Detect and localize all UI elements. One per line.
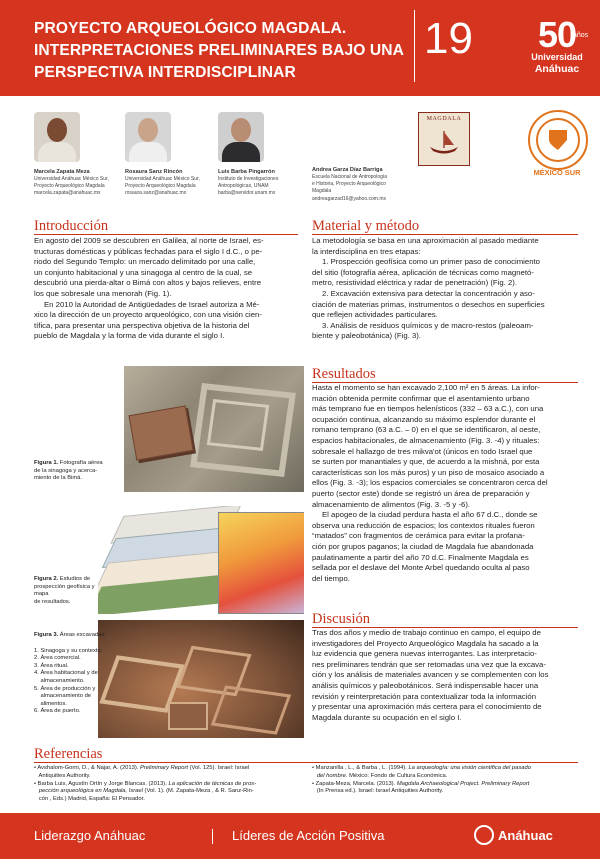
area-list-item: 1. Sinagoga y su contexto. — [34, 647, 103, 654]
area-list-item: almacenamiento. — [34, 677, 85, 684]
section-rule — [34, 762, 578, 763]
ref-text: • Avshalom-Gorni, D., & Najar, A. (2013). — [34, 765, 140, 771]
text-line: riodo del Segundo Templo: un mercado delimitado por una calle, — [34, 257, 256, 267]
reference-item — [34, 781, 304, 789]
author-name: Rosaura Sanz Rincón — [125, 169, 183, 175]
text-line: sellada por el deslave del Monte Arbel quedando oculta al paso — [312, 563, 530, 573]
author-affiliation: Universidad Anáhuac México Sur, — [34, 176, 109, 182]
text-line: tífica, para presentar una perspectiva objetiva de la historia del — [34, 320, 250, 330]
figure-3-image — [98, 620, 304, 738]
text-line: observa una reducción de espacios; los contextos rituales fueron — [312, 520, 535, 530]
anahuac-50-logo — [520, 14, 594, 75]
footer-slogan-right: Líderes de Acción Positiva — [232, 828, 385, 843]
ref-text: (Vol. 1). (M. Zapata-Meza , & R. Sanz-Rin- — [142, 788, 254, 795]
area-list-item: almacenamiento de — [34, 693, 92, 700]
anahuac-logo-icon — [474, 825, 494, 845]
logo-universidad: Universidad — [531, 52, 583, 62]
title-line: PERSPECTIVA INTERDISCIPLINAR — [34, 64, 296, 81]
author-email[interactable]: barba@servidor.unam.mx — [218, 190, 276, 197]
figure-2-caption — [34, 576, 106, 606]
author-affiliation: Escuela Nacional de Antropología — [312, 174, 388, 180]
results-text — [312, 383, 580, 584]
author-name: Andrea Garza Díaz Barriga — [312, 167, 383, 173]
text-line: del tiempo. — [312, 573, 350, 583]
author-affiliation: Antropológicas, UNAM — [218, 183, 269, 190]
ref-text: . México: Fondo de Cultura Económica. — [345, 772, 448, 779]
text-line: Hasta el momento se han excavado 2,100 m² en 5 áreas. La infor- — [312, 383, 540, 392]
area-list-item: 3. Área ritual. — [34, 662, 69, 669]
material-text — [312, 236, 580, 342]
text-line: análisis químicos y paleobotánicos. Será indispensable hacer una — [312, 680, 539, 690]
text-line: y presentar una aproximación más certera para el conocimiento de — [312, 702, 542, 712]
text-line: un conjunto habitacional y una sinagoga al centro de la cual, se — [34, 267, 253, 277]
ref-title: del hombre — [312, 772, 346, 779]
text-line: 3. Análisis de residuos químicos y de macro-restos (paleoam- — [322, 320, 534, 330]
text-line: descubrió una pierda-altar o Bimá con altos y bajos relieves, entre — [34, 278, 262, 288]
text-line: espacios habitacionales, de almacenamiento (Fig. 3. -4) y rituales: — [312, 435, 540, 445]
figure-1-image — [124, 366, 304, 492]
author-card — [125, 112, 225, 198]
section-title-discusion: Discusión — [312, 611, 370, 627]
area-list-item: 4. Área habitacional y de — [34, 670, 98, 677]
section-rule — [34, 234, 298, 235]
text-line: paulatinamente a partir del año 70 d.C. Finalmente Magdala es — [312, 552, 529, 562]
text-line: la interdisciplina en tres etapas: — [312, 246, 421, 256]
footer-divider — [212, 829, 213, 844]
text-line: romano temprano (63 a.C. – 0) en el que se identificaron, al oeste, — [312, 425, 541, 435]
author-photo — [218, 112, 264, 162]
references-right — [312, 765, 582, 796]
figure-label: Figura 3. — [34, 632, 59, 638]
ref-title: La aplicación de técnicas de pros- — [168, 780, 257, 787]
text-line: mación obtenida permite confirmar que el asentamiento urbano — [312, 393, 530, 403]
author-photo — [34, 112, 80, 162]
text-line: pueblo de Magdala y la forma de vida durante el siglo I. — [34, 331, 225, 341]
text-line: 2. Excavación extensiva para detectar la concentración y aso- — [322, 288, 535, 298]
section-title-material: Material y método — [312, 218, 420, 234]
ref-title: Magdala Archaeological Project. Preliminary Report — [396, 780, 530, 787]
text-line: El apogeo de la ciudad perdura hasta el año 67 d.C., donde se — [322, 510, 538, 520]
caption-text: Fotografía aérea — [59, 460, 103, 466]
text-line: xico la dirección de un proyecto arqueológico, con una visión cien- — [34, 310, 262, 320]
text-line: se surten por manantiales y que, de acuerdo a la mishná, por esta — [312, 457, 540, 467]
title-line: INTERPRETACIONES PRELIMINARES BAJO UNA — [34, 42, 404, 59]
author-email[interactable]: andreagarzad16@yahoo.com.mx — [312, 195, 387, 202]
caption-text: prospección geofísica y mapa — [34, 583, 95, 598]
ref-text: • Manzanilla , L., & Barba , L. (1994). — [312, 765, 409, 771]
text-line: nes preliminares tendrán que ser retomadas una vez que la excava- — [312, 659, 546, 669]
text-line: ciación de materias primas, instrumentos o desechos en superficies — [312, 299, 545, 309]
text-line: los que sobresale una menorah (Fig. 1). — [34, 288, 172, 298]
reference-item — [312, 765, 582, 773]
text-line: ción y los análisis de materiales avancen y se complementen con los — [312, 670, 549, 680]
figure-label: Figura 1. — [34, 460, 59, 466]
author-name: Marcela Zapata Meza — [34, 169, 90, 175]
ref-text: cón , Eds.) Madrid, España: El Pensador. — [34, 796, 145, 803]
ref-title: La arqueología: una visión científica del pasado — [408, 765, 531, 771]
title-line: PROYECTO ARQUEOLÓGICO MAGDALA. — [34, 20, 347, 37]
footer-brand: Anáhuac — [498, 828, 553, 843]
text-line: metro, resistividad eléctrica y radar de penetración) (Fig. 2). — [312, 278, 518, 288]
author-email[interactable]: marcela.zapata@anahuac.mx — [34, 190, 101, 197]
author-card — [34, 112, 134, 198]
text-line: revisión y reinterpretación para contextualizar toda la información — [312, 691, 537, 701]
text-line: investigadores del Proyecto Arqueológico Magdala ha sacado a la — [312, 638, 539, 648]
figure-label: Figura 2. — [34, 576, 59, 582]
text-line: biente y paleobotánica) (Fig. 3). — [312, 331, 421, 341]
author-affiliation: Instituto de Investigaciones — [218, 176, 279, 182]
author-name: Luis Barba Pingarrón — [218, 169, 275, 175]
reference-item — [312, 781, 582, 789]
author-affiliation: Magdala — [312, 188, 332, 195]
text-line: almacenamiento de alimentos (Fig. 3. -5 y -6). — [312, 499, 471, 509]
text-line: La metodología se basa en una aproximación al pasado mediante — [312, 236, 539, 245]
figure-1-caption — [34, 460, 122, 483]
poster-number: 19 — [424, 14, 473, 63]
text-line: “matados” con fragmentos de cerámica para evitar la profana- — [312, 531, 525, 541]
logo-anos: años — [573, 32, 589, 39]
section-title-resultados: Resultados — [312, 366, 376, 382]
area-list-item: 2. Área comercial. — [34, 655, 81, 662]
discussion-text — [312, 628, 580, 723]
caption-text: miento de la Bimá. — [34, 475, 83, 482]
area-list-item: 5. Área de producción y — [34, 685, 96, 692]
magdala-logo-text: MAGDALA — [426, 116, 462, 122]
header-divider — [414, 10, 415, 82]
author-card — [218, 112, 318, 198]
author-affiliation: Proyecto Arqueológico Magdala — [34, 183, 105, 190]
text-line: ción por grupos paganos; la ciudad de Magdala fue abandonada — [312, 541, 534, 551]
shield-icon — [547, 128, 569, 150]
text-line: más temprano fue en tiempos helenísticos (332 – 63 a.C.), con una — [312, 404, 544, 414]
logo-50: 50 — [537, 14, 577, 55]
caption-text: Áreas excavadas: — [59, 632, 106, 638]
figure-3-caption — [34, 632, 110, 716]
caption-text: Estudios de — [59, 576, 91, 582]
author-affiliation: e Historia, Proyecto Arqueológico — [312, 181, 386, 188]
area-list-item: alimentos. — [34, 700, 67, 707]
author-affiliation: Universidad Anáhuac México Sur, — [125, 176, 200, 182]
footer-slogan-left: Liderazgo Anáhuac — [34, 828, 146, 843]
author-email[interactable]: rosaura.sanz@anahuac.mx — [125, 190, 187, 197]
anahuac-sur-seal — [528, 110, 588, 170]
author-card — [312, 166, 412, 203]
author-affiliation: Proyecto Arqueológico Magdala — [125, 183, 196, 190]
text-line: Tras dos años y medio de trabajo continuo en campo, el equipo de — [312, 628, 541, 637]
text-line: ellos (Fig. 3. -3); los espacios comerciales se concentraron cerca del — [312, 478, 548, 488]
references-left — [34, 765, 304, 804]
ref-title: pección arqueológica en Magdala, Israel — [34, 788, 143, 795]
text-line: características son los más puros) y un piso de mosaico asociado a — [312, 467, 545, 477]
ref-text: • Barba Luis, Agustín Ortín y Jorge Blancas. (2013). — [34, 780, 169, 787]
reference-item — [34, 765, 304, 773]
poster-title — [34, 18, 406, 84]
ref-text: • Zapata-Meza, Marcela. (2013). — [312, 780, 397, 787]
caption-text: de resultados. — [34, 598, 71, 605]
poster-footer — [0, 813, 600, 859]
section-title-referencias: Referencias — [34, 746, 103, 762]
caption-text: de la sinagoga y acerca- — [34, 467, 98, 474]
text-line: ocupación continua, alcanzando su máximo esplendor durante el — [312, 414, 536, 424]
area-list-item: 6. Área de puerto. — [34, 708, 81, 715]
text-line: tructuras domésticas y públicas fechadas para el siglo I d.C., o pe- — [34, 246, 263, 256]
section-rule — [312, 234, 578, 235]
boat-icon — [427, 127, 461, 157]
ref-text: (Vol. 125). Israel: Israel — [188, 765, 250, 771]
text-line: En agosto del 2009 se descubren en Galilea, al norte de Israel, es- — [34, 236, 264, 245]
intro-text — [34, 236, 300, 342]
ref-text: (In Prensa ed.). Israel: Israel Antiquities Authority. — [312, 788, 444, 795]
text-line: puerto (sector este) donde se registró un área de preparación y — [312, 488, 530, 498]
text-line: que reflejen actividades particulares. — [312, 310, 438, 320]
text-line: sobresale el hallazgo de tres mikva'ot (únicos en todo Israel que — [312, 446, 533, 456]
logo-anahuac: Anáhuac — [534, 63, 580, 75]
campus-label: MÉXICO SUR — [533, 168, 581, 177]
magdala-project-logo — [418, 112, 470, 166]
author-photo — [125, 112, 171, 162]
ref-text: Antiquities Authority. — [34, 772, 91, 779]
figure-2-image — [98, 506, 304, 614]
poster-header — [0, 0, 600, 96]
ref-title: Preliminary Report — [140, 765, 188, 771]
text-line: Magdala durante su ocupación en el siglo I. — [312, 712, 462, 722]
text-line: En 2010 la Autoridad de Antigüedades de Israel autoriza a Mé- — [44, 299, 260, 309]
text-line: del sitio (fotografía aérea, aplicación de técnicas como magnetó- — [312, 267, 534, 277]
section-title-introduccion: Introducción — [34, 218, 109, 234]
text-line: luz evidencia que genera nuevas interrogantes. Las interpretacio- — [312, 649, 537, 659]
text-line: 1. Prospección geofísica como un primer paso de conocimiento — [322, 257, 540, 267]
